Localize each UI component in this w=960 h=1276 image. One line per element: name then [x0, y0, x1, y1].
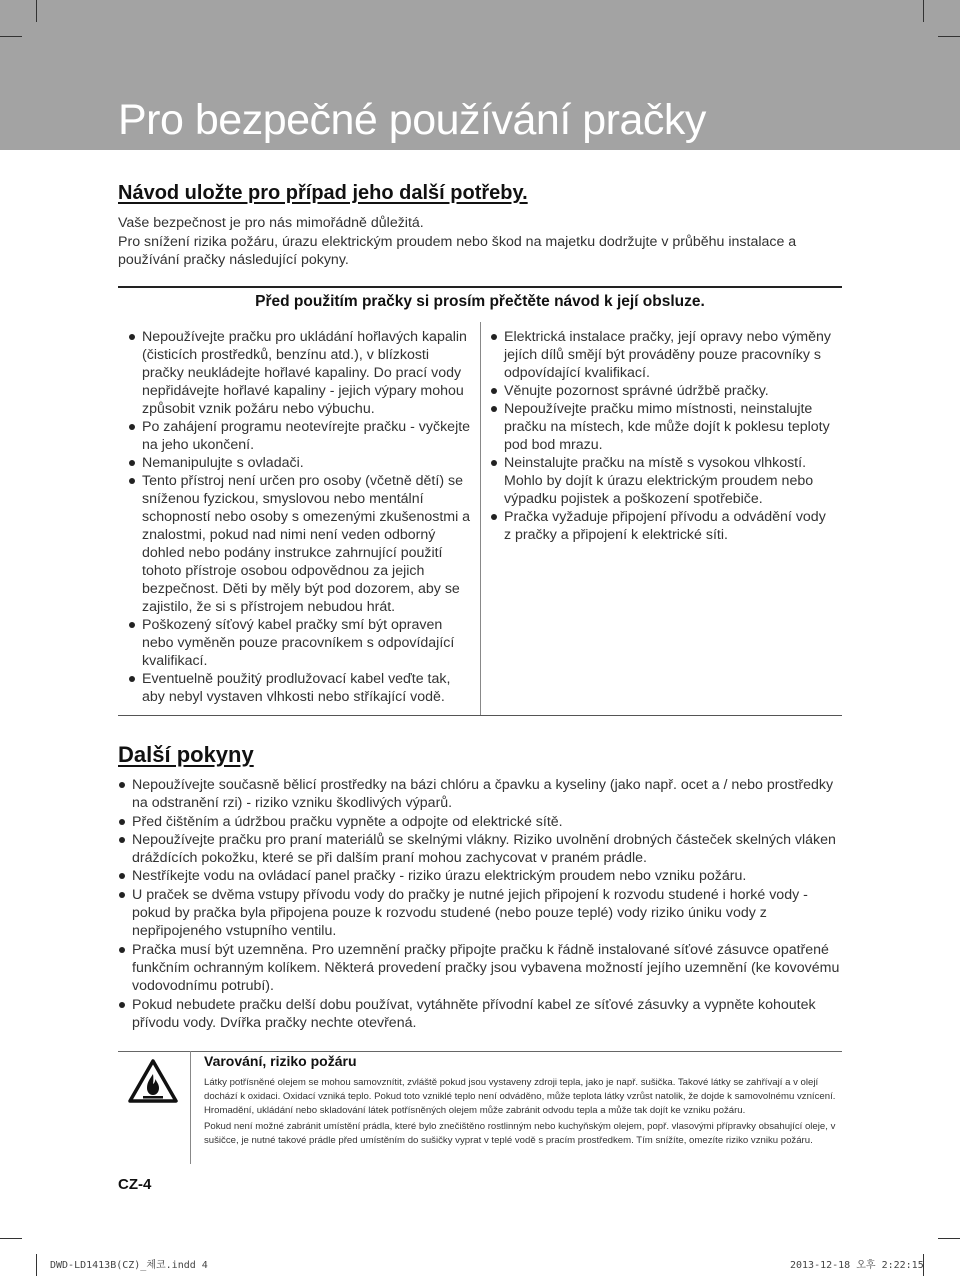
list-item: Elektrická instalace pračky, její opravy nebo výměny jejích dílů smějí být prováděny pouze pracovníky s odpovídající kvalifikací. — [490, 328, 835, 382]
intro-line: Pro snížení rizika požáru, úrazu elektrickým proudem nebo škod na majetku dodržujte v průběhu instalace a používání pračky následující pokyny. — [118, 233, 797, 268]
crop-mark — [36, 1254, 37, 1276]
page-number: CZ-4 — [118, 1176, 152, 1193]
intro-line: Vaše bezpečnost je pro nás mimořádně důležitá. — [118, 215, 424, 231]
list-item: Neinstalujte pračku na místě s vysokou vlhkostí. Mohlo by dojít k úrazu elektrickým proudem nebo výpadku pojistek a poškození spotřebiče. — [490, 454, 835, 508]
warning-rule — [118, 1051, 842, 1052]
list-item: Pokud nebudete pračku delší dobu používat, vytáhněte přívodní kabel ze síťové zásuvky a vypněte kohoutek přívodu vody. Dvířka pračky nechte otevřená. — [118, 996, 848, 1033]
list-item: Tento přístroj není určen pro osoby (včetně dětí) se sníženou fyzickou, smyslovou nebo mentální schopností nebo osoby s omezenými zkušenostmi a znalostmi, pokud nad nimi není veden odborný dohled nebo podány instrukce zahrnující použití tohoto přístroje osobou odpovědnou za jejich bezpečnost. Děti by měly být pod dozorem, aby se zajistilo, že si s přístrojem nebudou hrát. — [128, 472, 473, 616]
list-item: Nemanipulujte s ovladači. — [128, 454, 473, 472]
page-title: Pro bezpečné používání pračky — [118, 96, 706, 144]
safety-list-right — [490, 328, 835, 544]
list-item: Po zahájení programu neotevírejte pračku - vyčkejte na jeho ukončení. — [128, 418, 473, 454]
warning-title: Varování, riziko požáru — [204, 1053, 357, 1069]
crop-mark — [36, 0, 37, 22]
warning-paragraph: Pokud není možné zabránit umístění prádla, které bylo znečištěno rostlinným nebo kuchyňským olejem, popř. vlasovými přípravky obsahující oleje, v sušičce, je nutné takové prádle před umístěním do sušičky vyprat v teplé vodě s pracím prostředkem. Tím snížíte, omezíte riziko vzniku požáru. — [204, 1121, 836, 1147]
warning-paragraph: Látky potřísněné olejem se mohou samovznítit, zvláště pokud jsou vystaveny zdroji tepla, jako je např. sušička. Takové látky se zahřívají a v olejí dochází k oxidaci. Oxidací vzniká teplo. Pokud toto vzniklé teplo není odváděno, může teplota látky vzrůst natolik, že dojde k samovolnému vznícení. Hromadění, ukládání nebo skladování látek potřísněných olejem může zabránit odvodu tepla a může tak dojít ke vzniku požáru. — [204, 1077, 836, 1117]
crop-mark — [938, 36, 960, 37]
crop-mark — [938, 1238, 960, 1239]
list-item: Věnujte pozornost správné údržbě pračky. — [490, 382, 835, 400]
list-item: Eventuelně použitý prodlužovací kabel veďte tak, aby nebyl vystaven vlhkosti nebo stříkající vodě. — [128, 670, 473, 706]
list-item: U praček se dvěma vstupy přívodu vody do pračky je nutné jejich připojení k rozvodu studené i horké vody - pokud by pračka byla připojena pouze k rozvodu studené (nebo pouze teplé) vody riziko úniku vody z nepřipojeného vstupního ventilu. — [118, 886, 848, 941]
warning-divider — [190, 1051, 191, 1164]
fire-warning-icon — [128, 1058, 178, 1104]
intro-text — [118, 214, 843, 270]
section-rule — [118, 715, 842, 716]
list-item: Nestříkejte vodu na ovládací panel pračky - riziko úrazu elektrickým proudem nebo vzniku požáru. — [118, 867, 848, 885]
section-heading-other-instructions: Další pokyny — [118, 742, 254, 767]
safety-list-left — [128, 328, 473, 706]
list-item: Pračka musí být uzemněna. Pro uzemnění pračky připojte pračku k řádně instalované síťové zásuvce opatřené funkčním ochranným kolíkem. Některá provedení pračky jsou vybavena možností jejího uzemnění (ke kovovému vodovodnímu potrubí). — [118, 941, 848, 996]
list-item: Nepoužívejte pračku pro praní materiálů se skelnými vlákny. Riziko uvolnění drobných částeček skelných vláken dráždících pokožku, které se při dalším praní mohou zachycovat v praném prádle. — [118, 831, 848, 868]
date-slug: 2013-12-18 오후 2:22:15 — [790, 1260, 924, 1271]
crop-mark — [923, 0, 924, 22]
read-manual-banner: Před použitím pračky si prosím přečtěte návod k její obsluze. — [118, 286, 842, 311]
section-heading-save-manual: Návod uložte pro případ jeho další potřeby. — [118, 182, 528, 204]
list-item: Nepoužívejte současně bělicí prostředky na bázi chlóru a čpavku a kyseliny (jako např. ocet a / nebo prostředky na odstranění rzi) - riziko vzniku škodlivých výparů. — [118, 776, 848, 813]
crop-mark — [0, 36, 22, 37]
other-instructions-list — [118, 776, 848, 1032]
list-item: Nepoužívejte pračku mimo místnosti, neinstalujte pračku na místech, kde může dojít k poklesu teploty pod bod mrazu. — [490, 400, 835, 454]
list-item: Pračka vyžaduje připojení přívodu a odvádění vody z pračky a připojení k elektrické síti. — [490, 508, 835, 544]
crop-mark — [0, 1238, 22, 1239]
list-item: Nepoužívejte pračku pro ukládání hořlavých kapalin (čisticích prostředků, benzínu atd.), v blízkosti pračky neukládejte hořlavé kapaliny. Do prací vody nepřidávejte hořlavé kapaliny - jejich výpary mohou způsobit vznik požáru nebo výbuchu. — [128, 328, 473, 418]
list-item: Před čištěním a údržbou pračku vypněte a odpojte od elektrické sítě. — [118, 813, 848, 831]
list-item: Poškozený síťový kabel pračky smí být opraven nebo vyměněn pouze pracovníkem s odpovídající kvalifikací. — [128, 616, 473, 670]
column-divider — [480, 322, 481, 715]
file-slug: DWD-LD1413B(CZ)_체코.indd 4 — [50, 1260, 208, 1271]
